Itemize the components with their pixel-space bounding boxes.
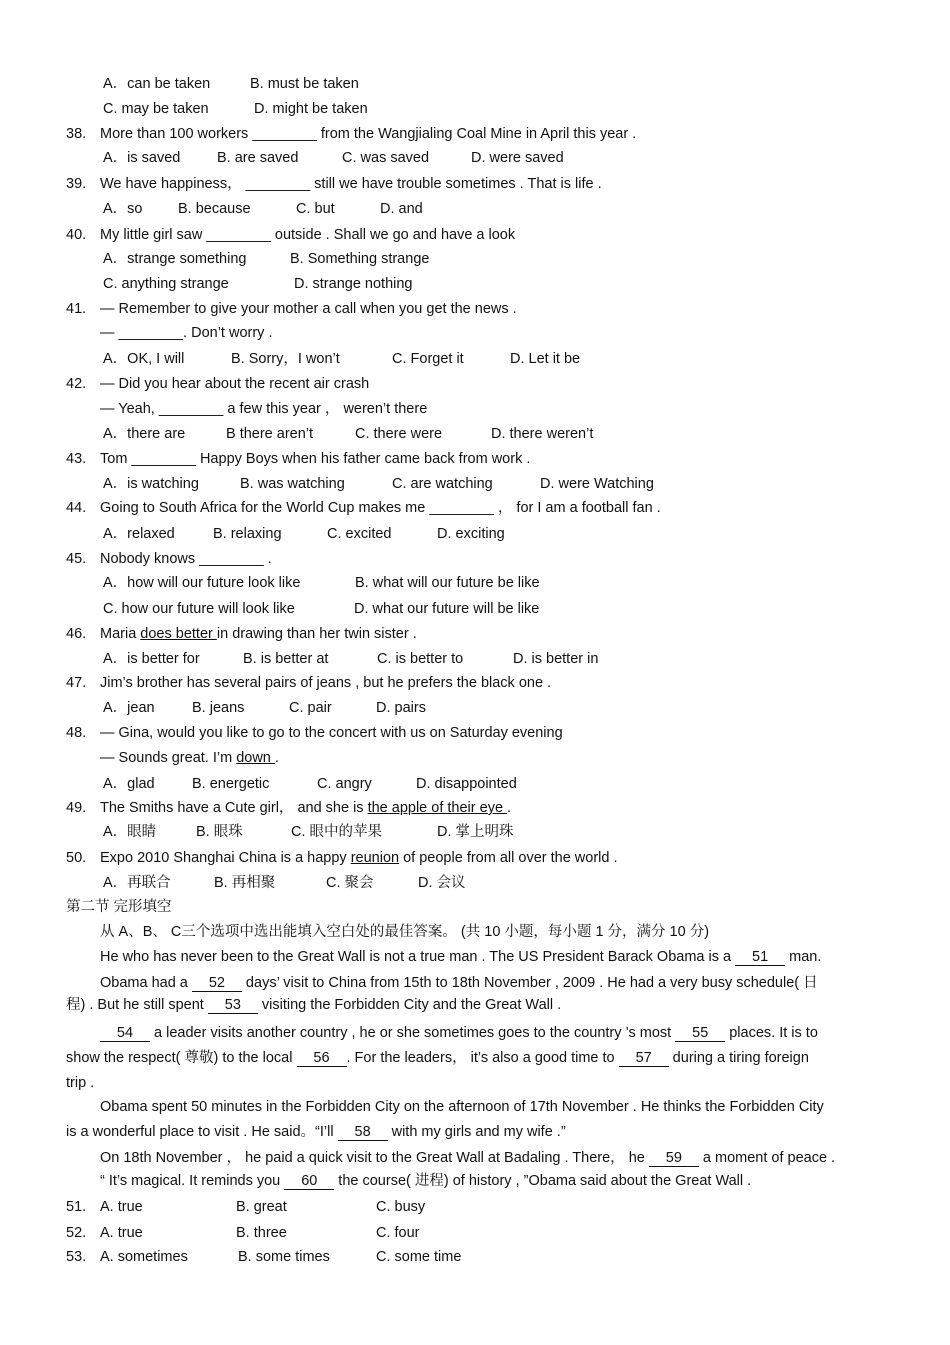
q45-option-d: D. what our future will be like <box>354 601 540 617</box>
passage-text: a moment of peace . <box>698 1150 836 1166</box>
passage-line-5 <box>66 1049 809 1067</box>
q39-stem: We have happiness， ________ still we have trouble sometimes . That is life . <box>100 176 602 192</box>
q42-option-a: A．there are <box>103 426 186 442</box>
q46-option-b: B. is better at <box>243 651 329 667</box>
q48-option-c: C. angry <box>317 776 372 792</box>
q46-option-d: D. is better in <box>513 651 599 667</box>
q45-option-c: C. how our future will look like <box>103 601 295 617</box>
passage-line-10 <box>100 1172 751 1190</box>
q44-number: 44. <box>66 500 87 516</box>
q50-option-c: C. 聚会 <box>326 875 374 891</box>
blank-55[interactable]: 55 <box>675 1026 725 1042</box>
q38-option-b: B. are saved <box>217 150 299 166</box>
q49-option-d: D. 掌上明珠 <box>437 824 514 840</box>
q39-option-b: B. because <box>178 201 251 217</box>
q48-underlined-word: down <box>236 750 275 766</box>
q42-option-c: C. there were <box>355 426 443 442</box>
passage-text: is a wonderful place to visit . He said。“I’ll <box>66 1124 338 1140</box>
section-instruction: 从 A、B、 C三个选项中选出能填入空白处的最佳答案。 (共 10 小题，每小题 1 分，满分 10 分) <box>100 924 710 940</box>
q49-option-c: C. 眼中的苹果 <box>291 824 383 840</box>
q40-option-a: A．strange something <box>103 251 247 267</box>
q43-option-d: D. were Watching <box>540 476 654 492</box>
q47-option-b: B. jeans <box>192 700 245 716</box>
q38-option-d: D. were saved <box>471 150 564 166</box>
q42-number: 42. <box>66 376 87 392</box>
q43-option-b: B. was watching <box>240 476 345 492</box>
q42-reply: — Yeah, ________ a few this year ， weren’t there <box>100 401 428 417</box>
q37-option-a: A．can be taken <box>103 76 211 92</box>
q41-number: 41. <box>66 301 87 317</box>
q46-option-a: A．is better for <box>103 651 200 667</box>
passage-text: show the respect( 尊敬) to the local <box>66 1050 297 1066</box>
q50-option-d: D. 会议 <box>418 875 466 891</box>
q53-option-c: C. some time <box>376 1249 462 1265</box>
q43-option-c: C. are watching <box>392 476 493 492</box>
blank-60[interactable]: 60 <box>284 1174 334 1190</box>
q46-stem <box>100 625 417 643</box>
q39-option-d: D. and <box>380 201 423 217</box>
q49-stem <box>100 799 511 817</box>
q46-number: 46. <box>66 626 87 642</box>
q49-stem-pre: The Smiths have a Cute girl， and she is <box>100 800 368 816</box>
passage-text: a leader visits another country , he or she sometimes goes to the country ’s most <box>150 1025 676 1041</box>
q40-number: 40. <box>66 227 87 243</box>
q45-number: 45. <box>66 551 87 567</box>
q49-underlined-phrase: the apple of their eye <box>367 800 508 816</box>
q48-option-d: D. disappointed <box>416 776 517 792</box>
q53-option-a: A. sometimes <box>100 1249 188 1265</box>
q40-option-d: D. strange nothing <box>294 276 413 292</box>
passage-line-7: Obama spent 50 minutes in the Forbidden City on the afternoon of 17th November . He thinks the Forbidden City <box>100 1099 824 1115</box>
passage-text: visiting the Forbidden City and the Great Wall . <box>257 997 562 1013</box>
q38-number: 38. <box>66 126 87 142</box>
q48-reply-post: . <box>274 750 279 766</box>
passage-text: days’ visit to China from 15th to 18th November , 2009 . He had a very busy schedule( 日 <box>241 975 818 991</box>
section-title: 第二节 完形填空 <box>66 899 172 915</box>
q53-option-b: B. some times <box>238 1249 330 1265</box>
q48-stem: — Gina, would you like to go to the concert with us on Saturday evening <box>100 725 563 741</box>
q47-option-d: D. pairs <box>376 700 426 716</box>
blank-56[interactable]: 56 <box>297 1051 347 1067</box>
q49-option-b: B. 眼珠 <box>196 824 243 840</box>
q43-option-a: A．is watching <box>103 476 199 492</box>
q52-number: 52. <box>66 1225 87 1241</box>
blank-59[interactable]: 59 <box>649 1151 699 1167</box>
q50-option-a: A．再联合 <box>103 875 171 891</box>
q45-option-a: A．how will our future look like <box>103 575 301 591</box>
passage-line-1 <box>100 948 821 966</box>
q37-option-c: C. may be taken <box>103 101 209 117</box>
q49-stem-post: . <box>507 800 512 816</box>
passage-line-9 <box>100 1149 835 1167</box>
q47-option-c: C. pair <box>289 700 332 716</box>
q41-option-b: B. Sorry，I won’t <box>231 351 340 367</box>
q43-number: 43. <box>66 451 87 467</box>
q44-option-d: D. exciting <box>437 526 505 542</box>
q51-option-b: B. great <box>236 1199 287 1215</box>
passage-text: “ It’s magical. It reminds you <box>100 1173 285 1189</box>
q51-option-c: C. busy <box>376 1199 426 1215</box>
passage-text: . For the leaders， it’s also a good time to <box>346 1050 619 1066</box>
blank-58[interactable]: 58 <box>338 1125 388 1141</box>
q44-option-a: A．relaxed <box>103 526 175 542</box>
passage-text: Obama had a <box>100 975 192 991</box>
q50-underlined-word: reunion <box>350 850 400 866</box>
q38-option-a: A．is saved <box>103 150 181 166</box>
q50-stem <box>100 849 618 867</box>
q49-number: 49. <box>66 800 87 816</box>
blank-57[interactable]: 57 <box>619 1051 669 1067</box>
q46-underlined-phrase: does better <box>140 626 217 642</box>
passage-text: during a tiring foreign <box>668 1050 809 1066</box>
q38-stem: More than 100 workers ________ from the Wangjialing Coal Mine in April this year . <box>100 126 637 142</box>
passage-text: On 18th November ， he paid a quick visit to the Great Wall at Badaling . There， he <box>100 1150 649 1166</box>
blank-52[interactable]: 52 <box>192 976 242 992</box>
q52-option-a: A. true <box>100 1225 143 1241</box>
q50-number: 50. <box>66 850 87 866</box>
q53-number: 53. <box>66 1249 87 1265</box>
blank-54[interactable]: 54 <box>100 1026 150 1042</box>
passage-text: 程) . But he still spent <box>66 997 208 1013</box>
q51-option-a: A. true <box>100 1199 143 1215</box>
q43-stem: Tom ________ Happy Boys when his father came back from work . <box>100 451 531 467</box>
q52-option-c: C. four <box>376 1225 420 1241</box>
q49-option-a: A．眼睛 <box>103 824 157 840</box>
q39-number: 39. <box>66 176 87 192</box>
passage-line-3 <box>66 996 561 1014</box>
q48-reply-pre: — Sounds great. I’m <box>100 750 237 766</box>
q45-stem: Nobody knows ________ . <box>100 551 272 567</box>
passage-text: the course( 进程) of history , ”Obama said about the Great Wall . <box>334 1173 752 1189</box>
passage-line-2 <box>100 974 818 992</box>
q41-reply: — ________. Don’t worry . <box>100 325 273 341</box>
q40-option-b: B. Something strange <box>290 251 430 267</box>
q41-stem: — Remember to give your mother a call when you get the news . <box>100 301 517 317</box>
q44-option-b: B. relaxing <box>213 526 282 542</box>
q48-reply <box>100 749 279 767</box>
q41-option-d: D. Let it be <box>510 351 581 367</box>
passage-text: with my girls and my wife .” <box>387 1124 566 1140</box>
passage-line-6: trip . <box>66 1075 95 1091</box>
q37-option-d: D. might be taken <box>254 101 368 117</box>
q48-option-a: A．glad <box>103 776 155 792</box>
q40-option-c: C. anything strange <box>103 276 229 292</box>
q40-stem: My little girl saw ________ outside . Shall we go and have a look <box>100 227 516 243</box>
passage-line-4 <box>100 1024 818 1042</box>
passage-text: man. <box>785 949 822 965</box>
q51-number: 51. <box>66 1199 87 1215</box>
q50-option-b: B. 再相聚 <box>214 875 276 891</box>
q48-option-b: B. energetic <box>192 776 270 792</box>
passage-text: places. It is to <box>725 1025 818 1041</box>
q42-stem: — Did you hear about the recent air crash <box>100 376 370 392</box>
q45-option-b: B. what will our future be like <box>355 575 540 591</box>
q42-option-b: B there aren’t <box>226 426 314 442</box>
passage-text: He who has never been to the Great Wall is not a true man . The US President Barack Obama is a <box>100 949 736 965</box>
q47-number: 47. <box>66 675 87 691</box>
q46-stem-post: in drawing than her twin sister . <box>216 626 417 642</box>
q48-number: 48. <box>66 725 87 741</box>
q47-option-a: A．jean <box>103 700 155 716</box>
q42-option-d: D. there weren’t <box>491 426 594 442</box>
q50-stem-post: of people from all over the world . <box>399 850 618 866</box>
q52-option-b: B. three <box>236 1225 287 1241</box>
q50-stem-pre: Expo 2010 Shanghai China is a happy <box>100 850 351 866</box>
q41-option-c: C. Forget it <box>392 351 464 367</box>
passage-line-8 <box>66 1123 566 1141</box>
q46-stem-pre: Maria <box>100 626 141 642</box>
blank-51[interactable]: 51 <box>735 950 785 966</box>
q39-option-c: C. but <box>296 201 335 217</box>
q44-stem: Going to South Africa for the World Cup makes me ________ ， for I am a football fan . <box>100 500 661 516</box>
q41-option-a: A．OK, I will <box>103 351 185 367</box>
q44-option-c: C. excited <box>327 526 392 542</box>
q46-option-c: C. is better to <box>377 651 464 667</box>
q47-stem: Jim’s brother has several pairs of jeans , but he prefers the black one . <box>100 675 552 691</box>
q39-option-a: A．so <box>103 201 143 217</box>
q37-option-b: B. must be taken <box>250 76 359 92</box>
blank-53[interactable]: 53 <box>208 998 258 1014</box>
q38-option-c: C. was saved <box>342 150 430 166</box>
